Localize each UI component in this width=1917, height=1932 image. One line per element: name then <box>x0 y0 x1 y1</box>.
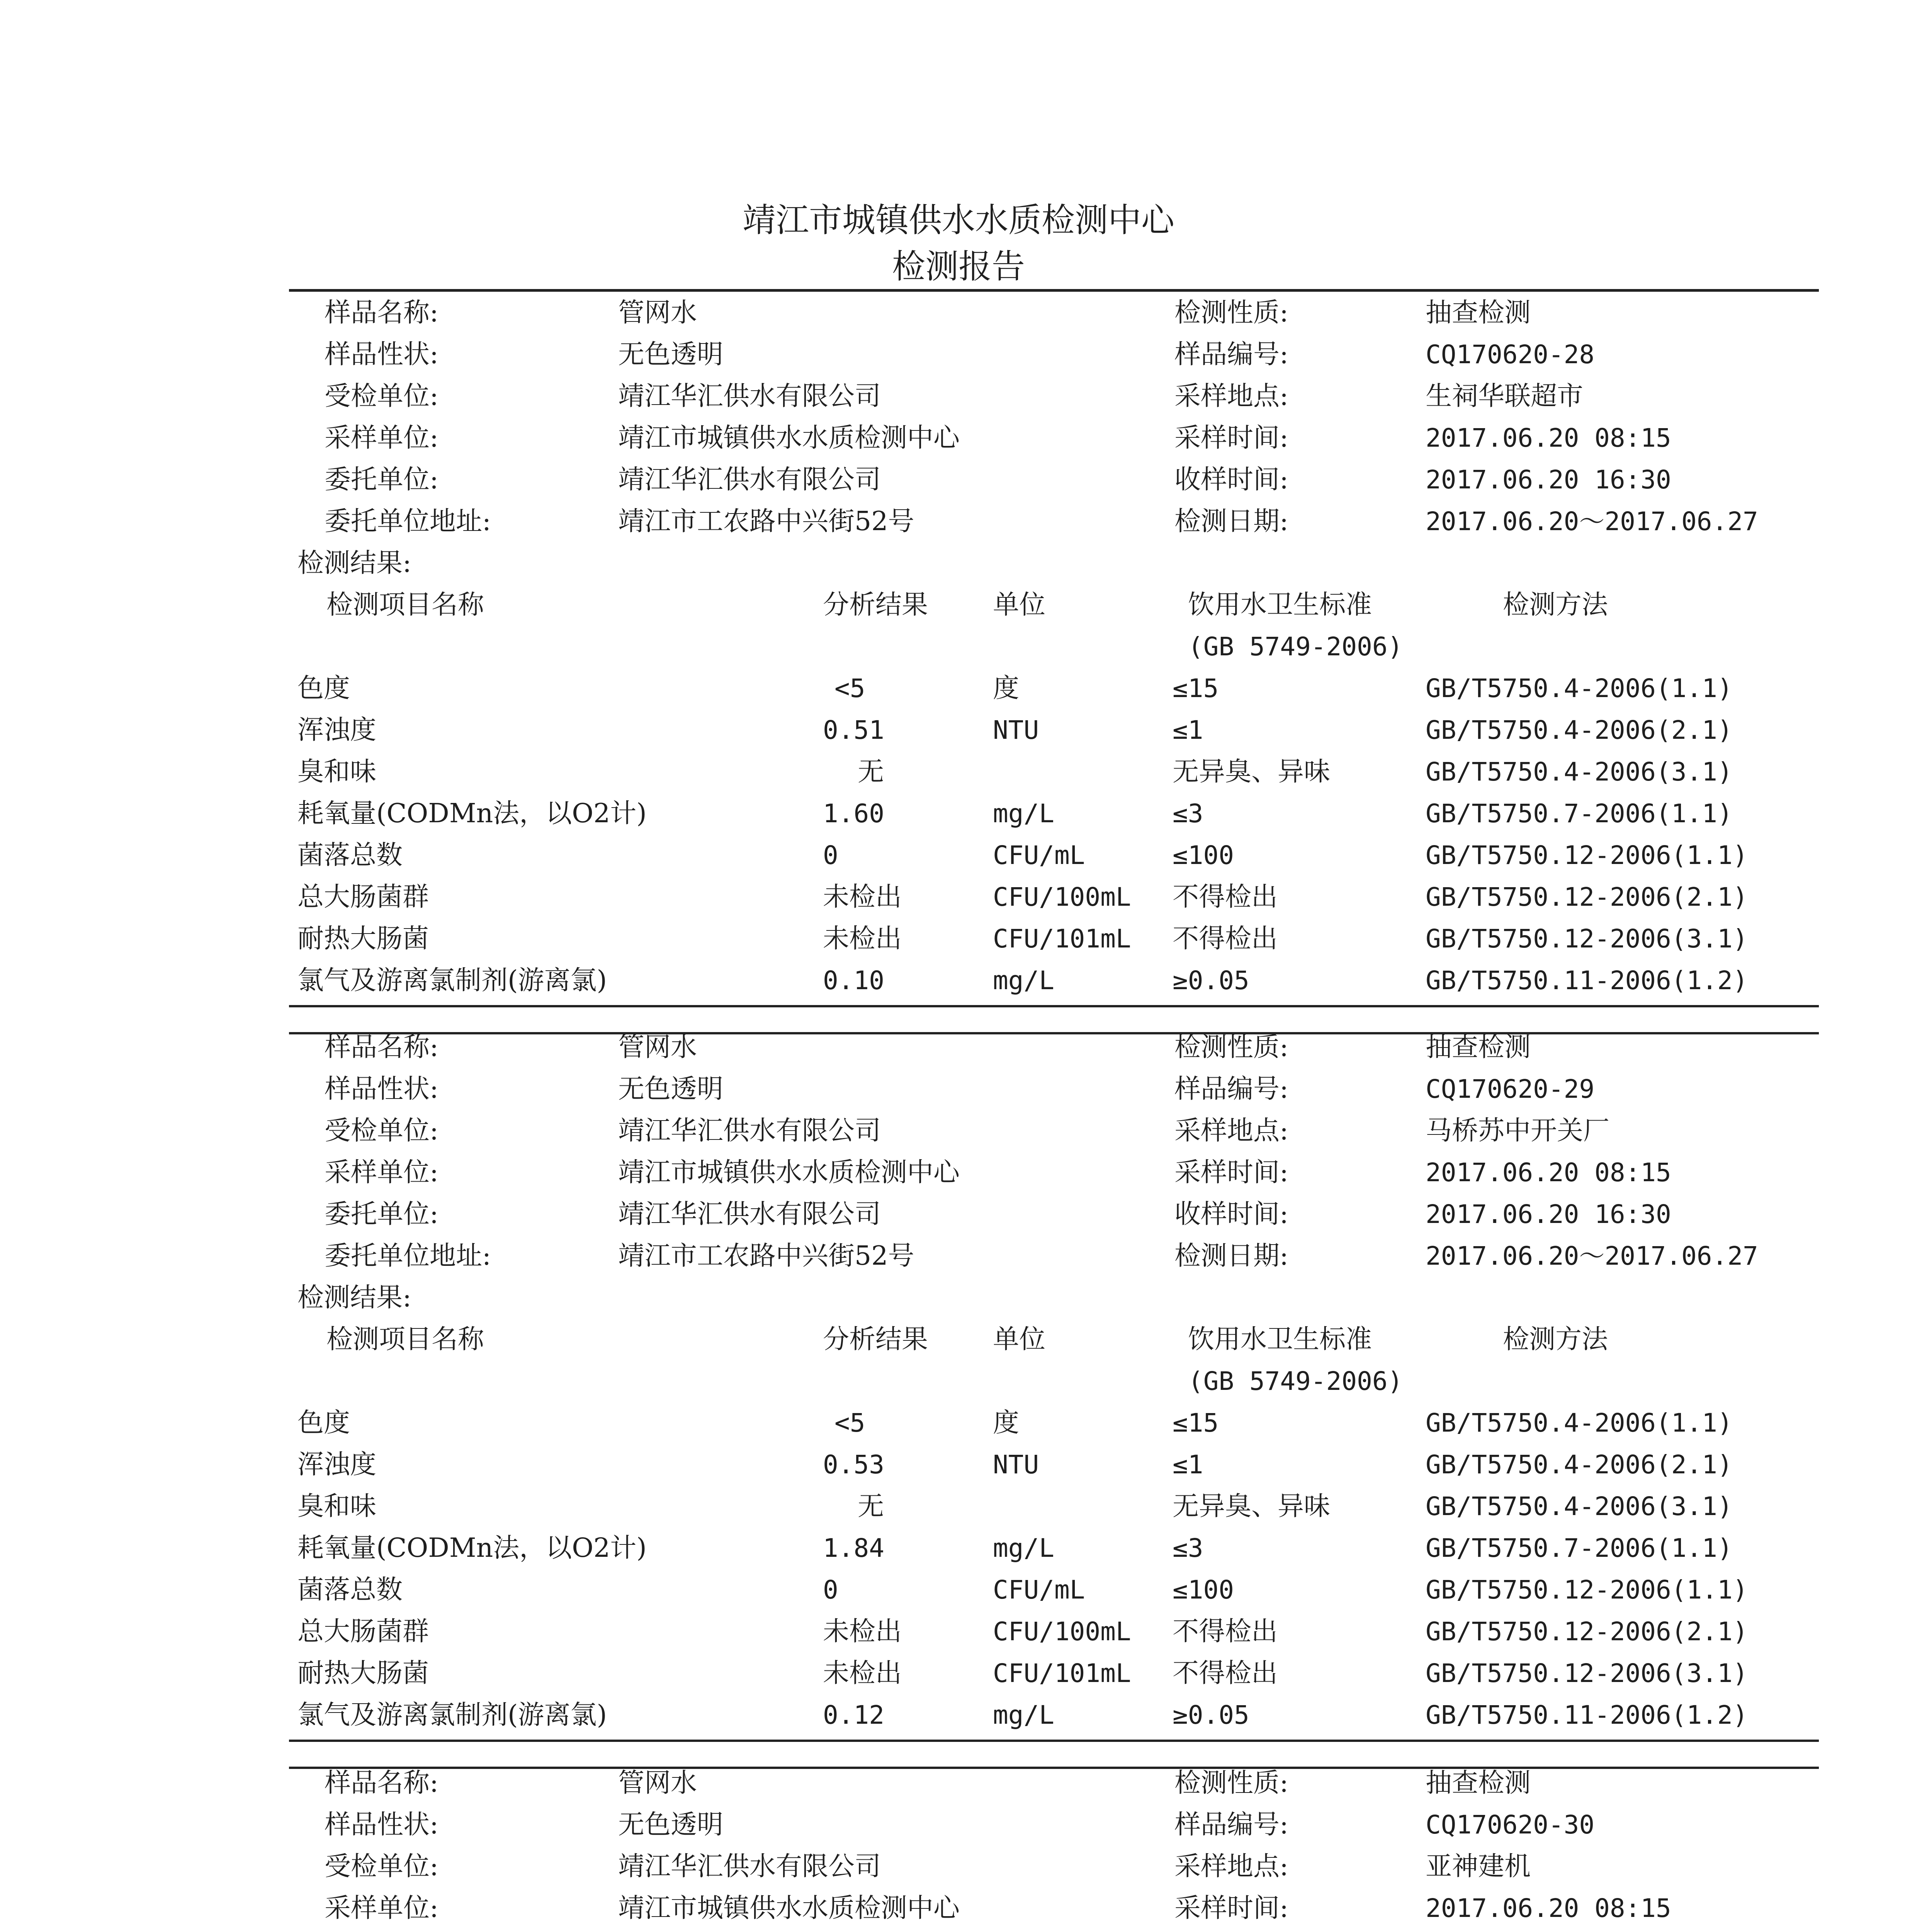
header-rule <box>289 289 1819 292</box>
cell-method: GB/T5750.12-2006(3.1) <box>1426 924 1748 954</box>
value-test-date: 2017.06.20～2017.06.27 <box>1426 507 1758 536</box>
value-client-unit: 靖江华汇供水有限公司 <box>618 464 881 495</box>
label-sample-no: 样品编号: <box>1174 1074 1288 1104</box>
label-sampling-place: 采样地点: <box>1174 381 1288 412</box>
label-sample-state: 样品性状: <box>325 1810 438 1840</box>
col-header-method: 检测方法 <box>1503 1324 1608 1355</box>
cell-item: 色度 <box>297 1408 350 1438</box>
cell-unit: mg/L <box>993 1700 1054 1730</box>
cell-result: 1.60 <box>823 799 884 828</box>
label-sample-name: 样品名称: <box>325 1032 438 1063</box>
cell-result: 0.51 <box>823 715 884 745</box>
cell-unit: mg/L <box>993 966 1054 995</box>
col-header-unit: 单位 <box>993 1324 1046 1355</box>
label-inspected-unit: 受检单位: <box>325 381 438 412</box>
col-header-item: 检测项目名称 <box>326 590 484 620</box>
cell-method: GB/T5750.4-2006(2.1) <box>1426 715 1733 745</box>
cell-item: 耗氧量(CODMn法，以O2计) <box>297 798 647 829</box>
label-sample-state: 样品性状: <box>325 1074 438 1104</box>
results-label: 检测结果: <box>297 1282 411 1313</box>
cell-item: 总大肠菌群 <box>297 882 429 912</box>
cell-unit: mg/L <box>993 799 1054 828</box>
col-header-item: 检测项目名称 <box>326 1324 484 1355</box>
cell-standard: 不得检出 <box>1173 923 1278 954</box>
cell-method: GB/T5750.7-2006(1.1) <box>1426 799 1733 828</box>
cell-item: 色度 <box>297 673 350 704</box>
value-inspected-unit: 靖江华汇供水有限公司 <box>618 1116 881 1146</box>
value-sample-state: 无色透明 <box>618 339 724 370</box>
value-receive-time <box>1426 1929 1671 1932</box>
col-header-result: 分析结果 <box>823 590 928 620</box>
cell-result: <5 <box>834 1408 865 1438</box>
value-test-date: 2017.06.20～2017.06.27 <box>1426 1241 1758 1271</box>
cell-item: 氯气及游离氯制剂(游离氯) <box>297 965 607 996</box>
cell-unit: CFU/101mL <box>993 924 1131 954</box>
value-sample-no: CQ170620-28 <box>1426 340 1595 369</box>
cell-method: GB/T5750.4-2006(2.1) <box>1426 1450 1733 1480</box>
cell-standard: ≤100 <box>1173 1575 1234 1605</box>
label-inspected-unit: 受检单位: <box>325 1851 438 1882</box>
cell-standard: 不得检出 <box>1173 1616 1278 1647</box>
label-client-unit: 委托单位: <box>325 1199 438 1230</box>
cell-unit: CFU/mL <box>993 1575 1085 1605</box>
label-sampling-unit: 采样单位: <box>325 423 438 453</box>
value-sampling-place: 马桥苏中开关厂 <box>1426 1116 1610 1146</box>
label-sampling-time: 采样时间: <box>1174 1893 1288 1923</box>
col-header-unit: 单位 <box>993 590 1046 620</box>
label-receive-time: 收样时间: <box>1174 1199 1288 1230</box>
value-client-address: 靖江市工农路中兴街52号 <box>618 506 914 537</box>
label-sampling-time: 采样时间: <box>1174 423 1288 453</box>
cell-item: 氯气及游离氯制剂(游离氯) <box>297 1700 607 1730</box>
value-test-nature: 抽查检测 <box>1426 1768 1531 1798</box>
cell-result: 0 <box>823 840 838 870</box>
block-divider <box>289 1032 1819 1034</box>
label-receive-time: 收样时间: <box>1174 464 1288 495</box>
col-header-standard-sub: (GB 5749-2006) <box>1188 632 1403 662</box>
label-sampling-unit: 采样单位: <box>325 1157 438 1188</box>
label-test-date: 检测日期: <box>1174 506 1288 537</box>
label-test-nature: 检测性质: <box>1174 1768 1288 1798</box>
value-client-unit: 靖江华汇供水有限公司 <box>618 1199 881 1230</box>
label-sample-name: 样品名称: <box>325 1768 438 1798</box>
cell-item: 耗氧量(CODMn法，以O2计) <box>297 1533 647 1563</box>
cell-item: 菌落总数 <box>297 1575 403 1605</box>
value-receive-time: 2017.06.20 16:30 <box>1426 465 1671 495</box>
value-sample-state: 无色透明 <box>618 1074 724 1104</box>
label-sample-no: 样品编号: <box>1174 1810 1288 1840</box>
cell-method: GB/T5750.4-2006(3.1) <box>1426 757 1733 787</box>
label-client-address: 委托单位地址: <box>325 506 491 537</box>
cell-result: 未检出 <box>823 1616 902 1647</box>
cell-result: 0.53 <box>823 1450 884 1480</box>
cell-item: 总大肠菌群 <box>297 1616 429 1647</box>
value-inspected-unit: 靖江华汇供水有限公司 <box>618 1851 881 1882</box>
cell-result: 0.10 <box>823 966 884 995</box>
cell-unit: NTU <box>993 1450 1039 1480</box>
cell-method: GB/T5750.12-2006(2.1) <box>1426 882 1748 912</box>
cell-standard: ≤1 <box>1173 715 1203 745</box>
label-test-date: 检测日期: <box>1174 1241 1288 1271</box>
cell-item: 浑浊度 <box>297 1449 377 1480</box>
cell-unit: 度 <box>993 673 1020 704</box>
report-title: 检测报告 <box>892 247 1025 286</box>
value-receive-time: 2017.06.20 16:30 <box>1426 1199 1671 1229</box>
value-sampling-place: 生祠华联超市 <box>1426 381 1584 412</box>
value-client-address: 靖江市工农路中兴街52号 <box>618 1241 914 1271</box>
cell-unit: mg/L <box>993 1533 1054 1563</box>
label-sample-no: 样品编号: <box>1174 339 1288 370</box>
label-client-unit: 委托单位: <box>325 464 438 495</box>
value-sampling-time: 2017.06.20 08:15 <box>1426 1893 1671 1923</box>
value-sample-name: 管网水 <box>618 1768 697 1798</box>
value-sample-state: 无色透明 <box>618 1810 724 1840</box>
block-divider <box>289 1767 1819 1769</box>
label-client-unit <box>325 1929 438 1932</box>
cell-item: 耐热大肠菌 <box>297 923 429 954</box>
label-sample-name: 样品名称: <box>325 298 438 328</box>
cell-result: 未检出 <box>823 923 902 954</box>
cell-unit: CFU/100mL <box>993 882 1131 912</box>
cell-unit: CFU/101mL <box>993 1658 1131 1688</box>
cell-standard: ≥0.05 <box>1173 966 1249 995</box>
cell-result: 1.84 <box>823 1533 884 1563</box>
value-sample-no: CQ170620-30 <box>1426 1810 1595 1840</box>
cell-standard: ≤15 <box>1173 1408 1219 1438</box>
block-divider <box>289 1005 1819 1007</box>
value-test-nature: 抽查检测 <box>1426 298 1531 328</box>
label-sample-state: 样品性状: <box>325 339 438 370</box>
label-sampling-time: 采样时间: <box>1174 1157 1288 1188</box>
cell-unit: 度 <box>993 1408 1020 1438</box>
cell-standard: 不得检出 <box>1173 882 1278 912</box>
cell-result: 0 <box>823 1575 838 1605</box>
col-header-method: 检测方法 <box>1503 590 1608 620</box>
cell-item: 浑浊度 <box>297 715 377 745</box>
cell-item: 臭和味 <box>297 1491 377 1522</box>
cell-standard: ≤1 <box>1173 1450 1203 1480</box>
cell-method: GB/T5750.12-2006(3.1) <box>1426 1658 1748 1688</box>
cell-method: GB/T5750.12-2006(1.1) <box>1426 840 1748 870</box>
label-sampling-unit: 采样单位: <box>325 1893 438 1923</box>
block-divider <box>289 1740 1819 1742</box>
label-receive-time <box>1174 1929 1288 1932</box>
cell-result: 未检出 <box>823 882 902 912</box>
col-header-standard-sub: (GB 5749-2006) <box>1188 1366 1403 1396</box>
value-sampling-time: 2017.06.20 08:15 <box>1426 1158 1671 1187</box>
value-client-unit <box>618 1929 881 1932</box>
cell-standard: ≤100 <box>1173 840 1234 870</box>
value-sampling-unit: 靖江市城镇供水水质检测中心 <box>618 423 960 453</box>
label-test-nature: 检测性质: <box>1174 298 1288 328</box>
cell-unit: CFU/mL <box>993 840 1085 870</box>
value-sampling-place: 亚神建机 <box>1426 1851 1531 1882</box>
label-sampling-place: 采样地点: <box>1174 1851 1288 1882</box>
org-title: 靖江市城镇供水水质检测中心 <box>743 201 1174 240</box>
cell-method: GB/T5750.12-2006(2.1) <box>1426 1617 1748 1646</box>
cell-method: GB/T5750.11-2006(1.2) <box>1426 966 1748 995</box>
cell-item: 耐热大肠菌 <box>297 1658 429 1689</box>
label-sampling-place: 采样地点: <box>1174 1116 1288 1146</box>
value-sampling-unit: 靖江市城镇供水水质检测中心 <box>618 1157 960 1188</box>
cell-method: GB/T5750.11-2006(1.2) <box>1426 1700 1748 1730</box>
value-sampling-unit: 靖江市城镇供水水质检测中心 <box>618 1893 960 1923</box>
cell-standard: ≥0.05 <box>1173 1700 1249 1730</box>
cell-standard: ≤3 <box>1173 1533 1203 1563</box>
label-client-address: 委托单位地址: <box>325 1241 491 1271</box>
cell-method: GB/T5750.7-2006(1.1) <box>1426 1533 1733 1563</box>
value-sample-name: 管网水 <box>618 1032 697 1063</box>
col-header-result: 分析结果 <box>823 1324 928 1355</box>
value-sampling-time: 2017.06.20 08:15 <box>1426 423 1671 453</box>
value-inspected-unit: 靖江华汇供水有限公司 <box>618 381 881 412</box>
cell-item: 臭和味 <box>297 757 377 787</box>
cell-standard: ≤3 <box>1173 799 1203 828</box>
cell-standard: 无异臭、异味 <box>1173 1491 1331 1522</box>
results-label: 检测结果: <box>297 548 411 578</box>
col-header-standard: 饮用水卫生标准 <box>1188 1324 1372 1355</box>
cell-method: GB/T5750.4-2006(3.1) <box>1426 1492 1733 1521</box>
cell-unit: NTU <box>993 715 1039 745</box>
cell-result: 未检出 <box>823 1658 902 1689</box>
label-inspected-unit: 受检单位: <box>325 1116 438 1146</box>
cell-result: <5 <box>834 673 865 703</box>
cell-result: 0.12 <box>823 1700 884 1730</box>
value-sample-no: CQ170620-29 <box>1426 1074 1595 1104</box>
cell-result: 无 <box>858 1491 884 1522</box>
cell-method: GB/T5750.4-2006(1.1) <box>1426 1408 1733 1438</box>
value-sample-name: 管网水 <box>618 298 697 328</box>
cell-unit: CFU/100mL <box>993 1617 1131 1646</box>
cell-result: 无 <box>858 757 884 787</box>
cell-method: GB/T5750.12-2006(1.1) <box>1426 1575 1748 1605</box>
value-test-nature: 抽查检测 <box>1426 1032 1531 1063</box>
cell-standard: 无异臭、异味 <box>1173 757 1331 787</box>
cell-standard: 不得检出 <box>1173 1658 1278 1689</box>
cell-method: GB/T5750.4-2006(1.1) <box>1426 673 1733 703</box>
cell-standard: ≤15 <box>1173 673 1219 703</box>
label-test-nature: 检测性质: <box>1174 1032 1288 1063</box>
cell-item: 菌落总数 <box>297 840 403 871</box>
col-header-standard: 饮用水卫生标准 <box>1188 590 1372 620</box>
